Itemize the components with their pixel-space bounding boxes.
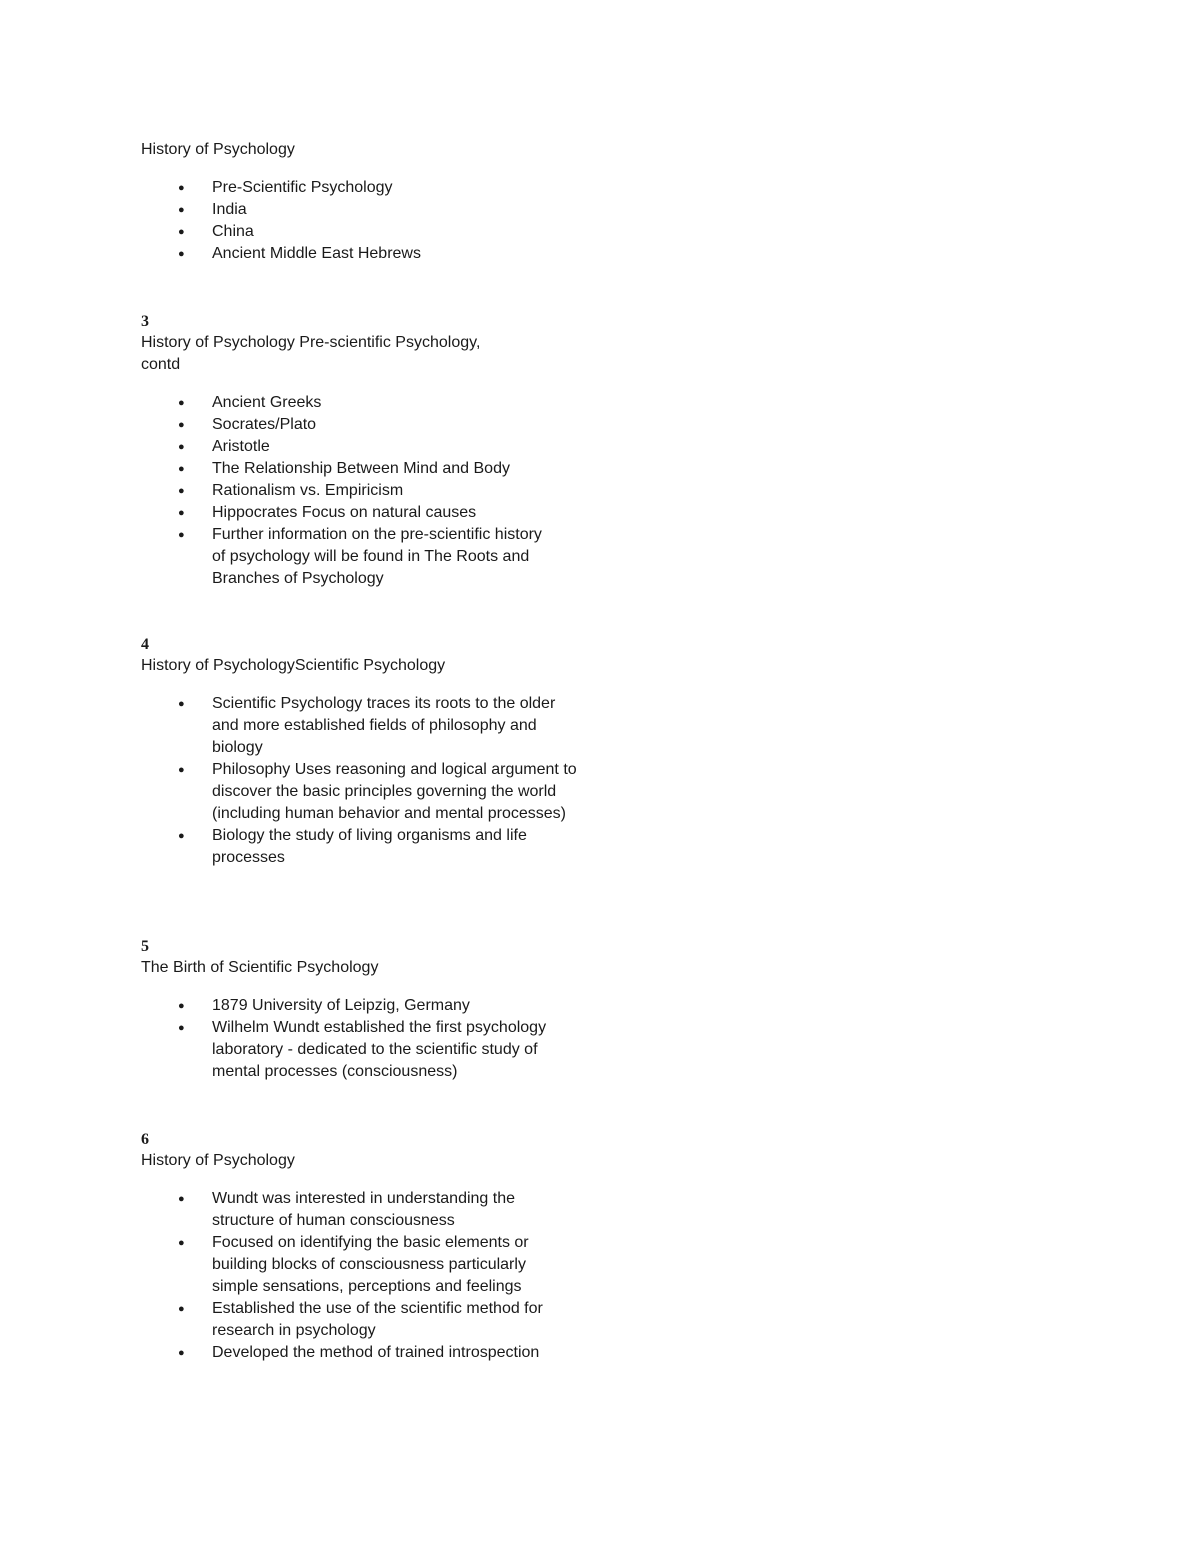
bullet-icon: ● <box>178 226 185 238</box>
list-item: ● Pre-Scientific Psychology <box>141 177 582 199</box>
bullet-icon: ● <box>178 182 185 194</box>
bullet-icon: ● <box>178 507 185 519</box>
slide-number: 5 <box>141 938 149 955</box>
list-item: ● Wundt was interested in understanding the structure of human consciousness <box>178 1190 516 1229</box>
section-title: History of Psychology <box>141 1152 295 1169</box>
list-item: ● Ancient Middle East Hebrews <box>141 243 582 265</box>
section-5 <box>141 936 601 1083</box>
list-item: ● China <box>141 221 582 243</box>
list-item: ● Hippocrates Focus on natural causes <box>141 502 582 524</box>
bullet-icon: ● <box>178 419 185 431</box>
slide-number: 3 <box>141 313 149 330</box>
bullet-icon: ● <box>178 1303 185 1315</box>
section-title: The Birth of Scientific Psychology <box>141 959 379 976</box>
bullet-icon: ● <box>178 441 185 453</box>
list-item: ● Scientific Psychology traces its roots to the older and more established fields of philosophy and biology <box>178 695 556 756</box>
list-item: ● Socrates/Plato <box>141 414 582 436</box>
list-item: ● Developed the method of trained introspection <box>141 1342 582 1364</box>
list-item: ● Rationalism vs. Empiricism <box>141 480 582 502</box>
section-6 <box>141 1129 601 1364</box>
list-item: ● Focused on identifying the basic elements or building blocks of consciousness particularly simple sensations, perceptions and feelings <box>178 1234 529 1295</box>
bullet-icon: ● <box>178 1022 185 1034</box>
list-item: ● The Relationship Between Mind and Body <box>141 458 582 480</box>
bullet-list <box>141 1188 601 1364</box>
list-item: ● Aristotle <box>141 436 582 458</box>
slide-number: 6 <box>141 1131 149 1148</box>
list-item: ● Further information on the pre-scientific history of psychology will be found in The Roots and Branches of Psychology <box>178 526 542 587</box>
section-4 <box>141 634 601 869</box>
section-title: History of PsychologyScientific Psychology <box>141 657 446 674</box>
list-item: ● Established the use of the scientific method for research in psychology <box>178 1300 543 1339</box>
bullet-icon: ● <box>178 485 185 497</box>
bullet-list <box>141 693 601 869</box>
bullet-icon: ● <box>178 1347 185 1359</box>
list-item: ● Ancient Greeks <box>141 392 582 414</box>
bullet-list <box>141 995 601 1083</box>
bullet-icon: ● <box>178 463 185 475</box>
section-title: History of Psychology <box>141 141 295 158</box>
bullet-icon: ● <box>178 1237 185 1249</box>
bullet-icon: ● <box>178 698 185 710</box>
list-item: ● 1879 University of Leipzig, Germany <box>141 995 582 1017</box>
bullet-icon: ● <box>178 397 185 409</box>
list-item: ● Philosophy Uses reasoning and logical argument to discover the basic principles governing the world (including human behavior and mental processes) <box>178 761 577 822</box>
list-item: ● Biology the study of living organisms and life processes <box>178 827 527 866</box>
section-1 <box>141 139 601 265</box>
bullet-icon: ● <box>178 764 185 776</box>
slide-number: 4 <box>141 636 149 653</box>
bullet-icon: ● <box>178 1193 185 1205</box>
bullet-list <box>141 177 601 265</box>
bullet-icon: ● <box>178 204 185 216</box>
bullet-list <box>141 392 601 590</box>
bullet-icon: ● <box>178 248 185 260</box>
list-item: ● Wilhelm Wundt established the first psychology laboratory - dedicated to the scientific study of mental processes (consciousness) <box>178 1019 547 1080</box>
section-title: History of Psychology Pre-scientific Psychology, contd <box>141 334 481 373</box>
section-3 <box>141 311 601 590</box>
bullet-icon: ● <box>178 529 185 541</box>
list-item: ● India <box>141 199 582 221</box>
bullet-icon: ● <box>178 1000 185 1012</box>
bullet-icon: ● <box>178 830 185 842</box>
